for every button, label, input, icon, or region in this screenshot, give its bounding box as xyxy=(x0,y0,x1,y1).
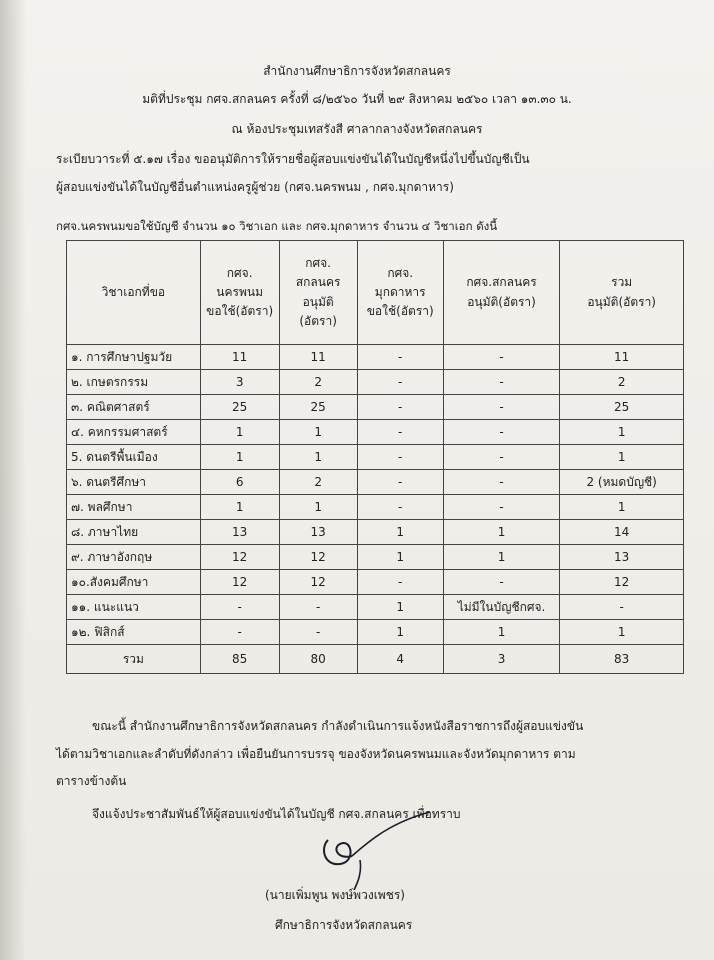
cell-mukdahan-request: - xyxy=(357,345,443,370)
cell-subject: 5. ดนตรีพื้นเมือง xyxy=(67,445,201,470)
cell-total-approved: - xyxy=(560,595,684,620)
table-row xyxy=(67,420,684,445)
quota-table xyxy=(66,240,684,674)
cell-subject: ๓. คณิตศาสตร์ xyxy=(67,395,201,420)
table-row xyxy=(67,395,684,420)
cell-sakon-approve-1: - xyxy=(279,620,357,645)
signatory-title: ศึกษาธิการจังหวัดสกลนคร xyxy=(275,918,413,932)
cell-total-approved: 13 xyxy=(560,545,684,570)
cell-sakon-approve-2: - xyxy=(443,345,560,370)
cell-mukdahan-request: - xyxy=(357,395,443,420)
cell-nakhonphanom-request: 12 xyxy=(200,570,279,595)
cell-sakon-approve-2: - xyxy=(443,370,560,395)
agenda-line-1: ระเบียบวาระที่ ๕.๑๗ เรื่อง ขออนุมัติการให้รายชื่อผู้สอบแข่งขันได้ในบัญชีหนึ่งไปขึ้นบัญชีเป็น xyxy=(56,152,530,166)
cell-sakon-approve-1: 1 xyxy=(279,495,357,520)
cell-subject: ๔. คหกรรมศาสตร์ xyxy=(67,420,201,445)
total-total-approved: 83 xyxy=(560,645,684,674)
cell-sakon-approve-2: - xyxy=(443,420,560,445)
table-row xyxy=(67,445,684,470)
cell-sakon-approve-2: ไม่มีในบัญชีกศจ. xyxy=(443,595,560,620)
cell-mukdahan-request: - xyxy=(357,445,443,470)
cell-sakon-approve-1: 13 xyxy=(279,520,357,545)
page-edge-shadow xyxy=(0,0,26,960)
table-row xyxy=(67,545,684,570)
cell-mukdahan-request: - xyxy=(357,420,443,445)
meeting-resolution-line: มติที่ประชุม กศจ.สกลนคร ครั้งที่ ๘/๒๕๖๐ วันที่ ๒๙ สิงหาคม ๒๕๖๐ เวลา ๑๓.๓๐ น. xyxy=(142,92,572,106)
cell-sakon-approve-2: 1 xyxy=(443,520,560,545)
cell-nakhonphanom-request: 11 xyxy=(200,345,279,370)
cell-mukdahan-request: 1 xyxy=(357,520,443,545)
cell-nakhonphanom-request: 3 xyxy=(200,370,279,395)
cell-mukdahan-request: - xyxy=(357,470,443,495)
table-row xyxy=(67,520,684,545)
meeting-location: ณ ห้องประชุมเทสรังสี ศาลากลางจังหวัดสกลนคร xyxy=(231,122,483,136)
table-row xyxy=(67,595,684,620)
table-row xyxy=(67,470,684,495)
header-nakhonphanom-request: กศจ. นครพนม ขอใช้(อัตรา) xyxy=(200,241,279,345)
cell-sakon-approve-2: - xyxy=(443,395,560,420)
table-row xyxy=(67,620,684,645)
body-paragraph-1-line-1: ขณะนี้ สำนักงานศึกษาธิการจังหวัดสกลนคร กำลังดำเนินการแจ้งหนังสือราชการถึงผู้สอบแข่งขัน xyxy=(92,719,584,733)
cell-nakhonphanom-request: 1 xyxy=(200,495,279,520)
header-subject: วิชาเอกที่ขอ xyxy=(67,241,201,345)
table-body xyxy=(67,345,684,674)
cell-total-approved: 1 xyxy=(560,420,684,445)
cell-nakhonphanom-request: 1 xyxy=(200,420,279,445)
total-subject: รวม xyxy=(67,645,201,674)
cell-sakon-approve-2: 1 xyxy=(443,545,560,570)
table-row xyxy=(67,345,684,370)
cell-mukdahan-request: 1 xyxy=(357,595,443,620)
cell-sakon-approve-1: 1 xyxy=(279,420,357,445)
table-total-row xyxy=(67,645,684,674)
cell-mukdahan-request: - xyxy=(357,495,443,520)
cell-sakon-approve-2: 1 xyxy=(443,620,560,645)
cell-sakon-approve-1: 2 xyxy=(279,470,357,495)
cell-subject: ๘. ภาษาไทย xyxy=(67,520,201,545)
cell-total-approved: 14 xyxy=(560,520,684,545)
cell-sakon-approve-1: 1 xyxy=(279,445,357,470)
total-mukdahan-request: 4 xyxy=(357,645,443,674)
cell-subject: ๗. พลศึกษา xyxy=(67,495,201,520)
handwritten-signature xyxy=(300,800,460,890)
cell-sakon-approve-2: - xyxy=(443,445,560,470)
header-mukdahan-request: กศจ. มุกดาหาร ขอใช้(อัตรา) xyxy=(357,241,443,345)
table-header-row xyxy=(67,241,684,345)
header-sakon-approve-2: กศจ.สกลนคร อนุมัติ(อัตรา) xyxy=(443,241,560,345)
total-sakon-approve-2: 3 xyxy=(443,645,560,674)
cell-nakhonphanom-request: 13 xyxy=(200,520,279,545)
total-nakhonphanom-request: 85 xyxy=(200,645,279,674)
cell-subject: ๙. ภาษาอังกฤษ xyxy=(67,545,201,570)
table-intro: กศจ.นครพนมขอใช้บัญชี จำนวน ๑๐ วิชาเอก และ กศจ.มุกดาหาร จำนวน ๔ วิชาเอก ดังนี้ xyxy=(56,219,498,233)
cell-total-approved: 1 xyxy=(560,620,684,645)
cell-nakhonphanom-request: 1 xyxy=(200,445,279,470)
table-row xyxy=(67,495,684,520)
cell-mukdahan-request: 1 xyxy=(357,545,443,570)
cell-sakon-approve-2: - xyxy=(443,470,560,495)
header-sakon-approve-1: กศจ. สกลนคร อนุมัติ (อัตรา) xyxy=(279,241,357,345)
cell-subject: ๑๐.สังคมศึกษา xyxy=(67,570,201,595)
table-row xyxy=(67,570,684,595)
body-paragraph-1-line-3: ตารางข้างต้น xyxy=(56,774,127,788)
table-row xyxy=(67,370,684,395)
cell-nakhonphanom-request: - xyxy=(200,620,279,645)
cell-total-approved: 12 xyxy=(560,570,684,595)
cell-sakon-approve-2: - xyxy=(443,570,560,595)
cell-subject: ๑๒. ฟิสิกส์ xyxy=(67,620,201,645)
cell-subject: ๖. ดนตรีศึกษา xyxy=(67,470,201,495)
cell-total-approved: 2 (หมดบัญชี) xyxy=(560,470,684,495)
cell-sakon-approve-1: 12 xyxy=(279,545,357,570)
cell-mukdahan-request: - xyxy=(357,570,443,595)
agenda-line-2: ผู้สอบแข่งขันได้ในบัญชีอื่นตำแหน่งครูผู้ช่วย (กศจ.นครพนม , กศจ.มุกดาหาร) xyxy=(56,180,454,194)
signatory-name: (นายเพิ่มพูน พงษ์พวงเพชร) xyxy=(265,888,405,902)
cell-sakon-approve-1: 11 xyxy=(279,345,357,370)
cell-subject: ๑๑. แนะแนว xyxy=(67,595,201,620)
cell-sakon-approve-2: - xyxy=(443,495,560,520)
cell-nakhonphanom-request: - xyxy=(200,595,279,620)
cell-sakon-approve-1: 2 xyxy=(279,370,357,395)
cell-subject: ๑. การศึกษาปฐมวัย xyxy=(67,345,201,370)
cell-total-approved: 1 xyxy=(560,495,684,520)
cell-nakhonphanom-request: 25 xyxy=(200,395,279,420)
total-sakon-approve-1: 80 xyxy=(279,645,357,674)
cell-total-approved: 2 xyxy=(560,370,684,395)
cell-sakon-approve-1: - xyxy=(279,595,357,620)
cell-sakon-approve-1: 25 xyxy=(279,395,357,420)
cell-subject: ๒. เกษตรกรรม xyxy=(67,370,201,395)
body-paragraph-1-line-2: ได้ตามวิชาเอกและลำดับที่ดังกล่าว เพื่อยืนยันการบรรจุ ของจังหวัดนครพนมและจังหวัดมุกดาหาร ตาม xyxy=(56,747,576,761)
cell-nakhonphanom-request: 6 xyxy=(200,470,279,495)
cell-total-approved: 1 xyxy=(560,445,684,470)
cell-nakhonphanom-request: 12 xyxy=(200,545,279,570)
body-paragraph-2: จึงแจ้งประชาสัมพันธ์ให้ผู้สอบแข่งขันได้ในบัญชี กศจ.สกลนคร เพื่อทราบ xyxy=(92,807,461,821)
office-title: สำนักงานศึกษาธิการจังหวัดสกลนคร xyxy=(263,64,451,78)
cell-total-approved: 11 xyxy=(560,345,684,370)
cell-mukdahan-request: 1 xyxy=(357,620,443,645)
cell-sakon-approve-1: 12 xyxy=(279,570,357,595)
cell-mukdahan-request: - xyxy=(357,370,443,395)
header-total-approved: รวม อนุมัติ(อัตรา) xyxy=(560,241,684,345)
cell-total-approved: 25 xyxy=(560,395,684,420)
